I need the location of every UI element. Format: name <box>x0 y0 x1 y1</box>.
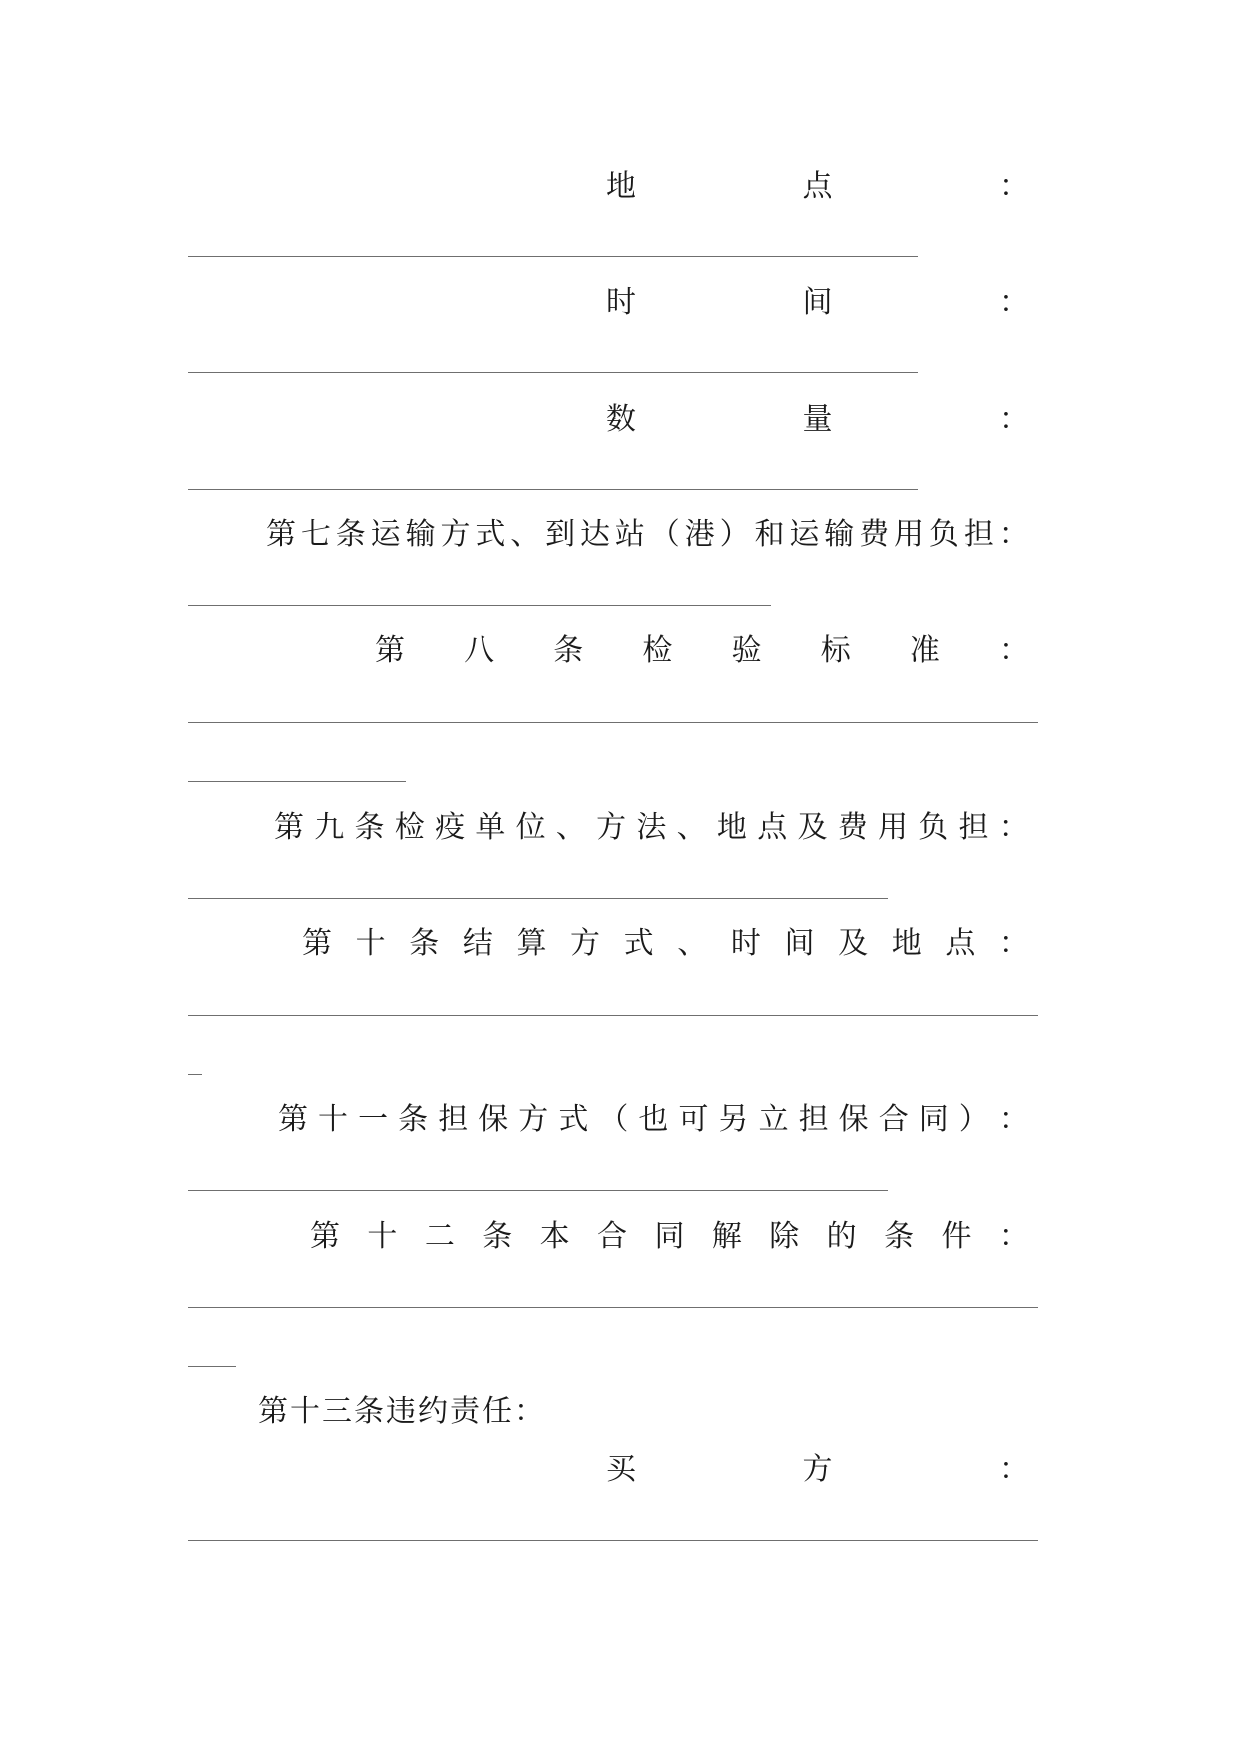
field-location-char: 点 <box>802 169 833 204</box>
field-buyer-char: 方 <box>802 1452 833 1487</box>
field-location-char: 地 <box>606 169 636 204</box>
article-8-char: 准 <box>909 633 940 668</box>
article-12-char: 合 <box>597 1219 628 1254</box>
blank-line <box>188 372 918 373</box>
article-7-char: 港 <box>684 517 715 552</box>
article-10-char: 第 <box>302 926 332 961</box>
article-10-char: 条 <box>409 926 440 961</box>
blank-line <box>188 1540 1038 1541</box>
field-quantity <box>606 400 1029 440</box>
article-11-char: 担 <box>798 1102 829 1137</box>
article-8-char: 第 <box>375 633 405 668</box>
article-9-char: 、 <box>555 810 586 845</box>
article-9-char: 方 <box>596 810 627 845</box>
article-9-char: 点 <box>757 810 788 845</box>
article-11-char: 担 <box>438 1102 469 1137</box>
article-9-char: 、 <box>676 810 707 845</box>
article-10-char: 时 <box>730 926 761 961</box>
field-quantity-char: 量 <box>802 402 833 437</box>
article-7-char: 达 <box>580 517 611 552</box>
article-9-char: 疫 <box>435 810 466 845</box>
article-11-char: ） <box>958 1102 989 1137</box>
field-quantity-colon: ： <box>999 402 1029 437</box>
article-8-char: 验 <box>731 633 762 668</box>
article-10-char: 式 <box>623 926 654 961</box>
article-13-heading: 第十三条违约责任： <box>258 1394 546 1429</box>
article-7-char: 和 <box>754 517 785 552</box>
article-9-char: 地 <box>716 810 747 845</box>
article-10-char: 、 <box>677 926 708 961</box>
article-11-char: 一 <box>358 1102 389 1137</box>
article-7-char: 用 <box>894 517 925 552</box>
article-9-char: 法 <box>636 810 667 845</box>
article-12-char: 第 <box>310 1219 340 1254</box>
field-quantity-char: 数 <box>606 402 636 437</box>
blank-line <box>188 722 1038 723</box>
article-11-char: 同 <box>918 1102 949 1137</box>
article-9-char: ： <box>998 810 1029 845</box>
article-11-char: 十 <box>318 1102 349 1137</box>
article-11-char: 也 <box>638 1102 669 1137</box>
article-11-char: 立 <box>758 1102 789 1137</box>
article-7-char: 输 <box>405 517 436 552</box>
article-12-char: 的 <box>826 1219 857 1254</box>
article-10-char: 方 <box>570 926 601 961</box>
field-location-colon: ： <box>999 169 1029 204</box>
article-7-char: ： <box>998 517 1029 552</box>
blank-line <box>188 1366 236 1367</box>
article-7-char: 输 <box>824 517 855 552</box>
field-buyer-colon: ： <box>999 1452 1029 1487</box>
article-9-char: 及 <box>797 810 828 845</box>
article-9-char: 条 <box>354 810 385 845</box>
field-buyer <box>606 1450 1029 1490</box>
article-7-heading <box>266 515 1029 555</box>
blank-line <box>188 1074 202 1075</box>
article-10-char: 十 <box>355 926 386 961</box>
article-8-char: 八 <box>464 633 495 668</box>
article-11-char: 式 <box>558 1102 589 1137</box>
article-9-char: 单 <box>475 810 506 845</box>
article-11-char: 合 <box>878 1102 909 1137</box>
article-7-char: 负 <box>928 517 959 552</box>
article-11-char: ： <box>998 1102 1029 1137</box>
article-8-char: 条 <box>553 633 584 668</box>
article-7-char: 式 <box>475 517 506 552</box>
article-10-char: 间 <box>784 926 815 961</box>
article-12-char: 解 <box>711 1219 742 1254</box>
blank-line <box>188 898 888 899</box>
article-7-char: 运 <box>370 517 401 552</box>
article-12-char: 条 <box>482 1219 513 1254</box>
article-11-char: 另 <box>718 1102 749 1137</box>
article-10-heading <box>302 924 1029 964</box>
article-7-char: 担 <box>963 517 994 552</box>
article-7-char: 方 <box>440 517 471 552</box>
article-7-char: 到 <box>545 517 576 552</box>
article-11-char: 方 <box>518 1102 549 1137</box>
field-time-colon: ： <box>999 285 1029 320</box>
article-9-char: 担 <box>958 810 989 845</box>
article-7-char: 运 <box>789 517 820 552</box>
article-7-char: 站 <box>614 517 645 552</box>
blank-line <box>188 781 406 782</box>
article-7-char: 条 <box>335 517 366 552</box>
article-10-char: 地 <box>891 926 922 961</box>
article-11-char: 保 <box>838 1102 869 1137</box>
article-12-char: 条 <box>884 1219 915 1254</box>
article-10-char: 点 <box>945 926 976 961</box>
article-11-heading <box>278 1100 1029 1140</box>
article-8-char: 检 <box>642 633 673 668</box>
article-9-heading <box>274 808 1029 848</box>
article-12-char: 件 <box>941 1219 972 1254</box>
article-9-char: 用 <box>877 810 908 845</box>
field-time <box>606 283 1029 323</box>
article-12-char: 本 <box>539 1219 570 1254</box>
article-7-char: ） <box>719 517 750 552</box>
article-9-char: 第 <box>274 810 304 845</box>
article-12-heading <box>310 1217 1029 1257</box>
article-7-char: （ <box>649 517 680 552</box>
article-8-heading <box>375 631 1029 671</box>
blank-line <box>188 256 918 257</box>
article-8-char: ： <box>998 633 1029 668</box>
article-9-char: 费 <box>837 810 868 845</box>
blank-line <box>188 1015 1038 1016</box>
blank-line <box>188 1190 888 1191</box>
field-time-char: 间 <box>802 285 833 320</box>
article-12-char: ： <box>998 1219 1029 1254</box>
article-10-char: 算 <box>516 926 547 961</box>
field-location <box>606 167 1029 207</box>
article-7-char: 费 <box>859 517 890 552</box>
blank-line <box>188 1307 1038 1308</box>
blank-line <box>188 605 771 606</box>
article-10-char: 结 <box>462 926 493 961</box>
article-10-char: 及 <box>838 926 869 961</box>
article-12-char: 同 <box>654 1219 685 1254</box>
article-9-char: 位 <box>515 810 546 845</box>
article-12-char: 除 <box>769 1219 800 1254</box>
article-9-char: 检 <box>394 810 425 845</box>
article-12-char: 十 <box>367 1219 398 1254</box>
article-12-char: 二 <box>424 1219 455 1254</box>
blank-line <box>188 489 918 490</box>
article-9-char: 九 <box>314 810 345 845</box>
article-9-char: 负 <box>918 810 949 845</box>
article-11-char: 条 <box>398 1102 429 1137</box>
article-8-char: 标 <box>820 633 851 668</box>
article-11-char: 可 <box>678 1102 709 1137</box>
article-11-char: 第 <box>278 1102 308 1137</box>
article-7-char: 第 <box>266 517 296 552</box>
article-11-char: 保 <box>478 1102 509 1137</box>
article-7-char: 七 <box>300 517 331 552</box>
field-time-char: 时 <box>606 285 636 320</box>
field-buyer-char: 买 <box>606 1452 636 1487</box>
article-10-char: ： <box>998 926 1029 961</box>
article-7-char: 、 <box>510 517 541 552</box>
article-11-char: （ <box>598 1102 629 1137</box>
